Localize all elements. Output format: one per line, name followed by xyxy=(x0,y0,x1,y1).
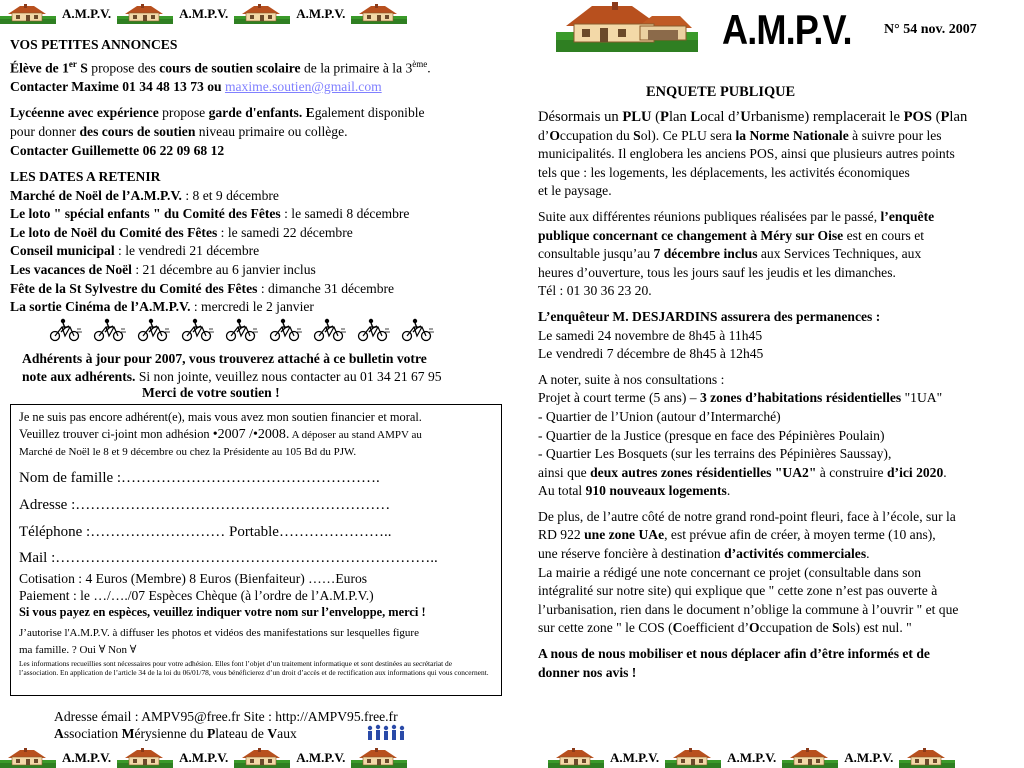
plu-text: ocal d’ xyxy=(700,109,741,125)
cyclist-icon xyxy=(398,318,438,342)
zone-text: oefficient d’ xyxy=(682,620,750,636)
project-text: . xyxy=(726,483,731,499)
date-value: : dimanche 31 décembre xyxy=(257,280,395,296)
house-logo-icon xyxy=(556,2,698,52)
plu-para-1d: tels que : les logements, les déplacements, les activités économiques xyxy=(538,164,910,180)
top-left-banner xyxy=(0,4,407,24)
call-to-action-2: donner nos avis ! xyxy=(538,664,637,680)
date-item xyxy=(10,205,500,224)
banner-label: A.M.P.V. xyxy=(610,750,660,765)
banner-label: A.M.P.V. xyxy=(727,750,777,765)
project-text: "1UA" xyxy=(901,390,943,406)
plu-text: la Norme Nationale xyxy=(735,127,849,143)
date-label: La sortie Cinéma de l’A.M.P.V. xyxy=(10,299,191,315)
zone-text: , est prévue afin de créer, à moyen terme (10 ans), xyxy=(664,527,936,543)
enquete-text: est en cours et xyxy=(843,227,924,243)
ad-text: Lycéenne avec expérience xyxy=(10,105,159,121)
footer-text: érysienne du xyxy=(134,726,207,741)
plu-para-1e: et le paysage. xyxy=(538,183,612,199)
house-icon xyxy=(899,748,955,768)
cyclist-icon xyxy=(266,318,306,342)
enquete-text: l’enquête xyxy=(880,208,935,224)
ad-guillemette-2 xyxy=(10,123,500,142)
mail-field[interactable]: Mail :………………………………………………………………….. xyxy=(19,550,438,566)
ad-guillemette-contact: Contacter Guillemette 06 22 09 68 12 xyxy=(10,142,225,158)
phone-field[interactable]: Téléphone :……………………… Portable………………….. xyxy=(19,524,392,540)
ad-text: Contacter Maxime 01 34 48 13 73 ou xyxy=(10,78,225,94)
ad-text: propose xyxy=(158,105,209,121)
photo-consent-choice[interactable]: ma famille. ? Oui ∀ Non ∀ xyxy=(19,644,137,656)
plu-text: d’ xyxy=(538,127,550,143)
date-value: : le samedi 22 décembre xyxy=(217,224,353,240)
banner-label: A.M.P.V. xyxy=(296,750,346,765)
section-title-enquete: ENQUETE PUBLIQUE xyxy=(646,84,796,100)
zone-text: une zone UAe xyxy=(584,527,665,543)
date-label: Le loto de Noël du Comité des Fêtes xyxy=(10,224,218,240)
plu-text: ( xyxy=(931,109,941,125)
form-intro-3: Marché de Noël le 8 et 9 décembre ou chez la Présidente au 105 Bd du PJW. xyxy=(19,446,357,458)
footer-text: ssociation xyxy=(63,726,122,741)
footer-text: M xyxy=(121,726,135,741)
footer-text: lateau de xyxy=(215,726,268,741)
zone-text: O xyxy=(749,620,760,636)
plu-text: U xyxy=(740,109,751,125)
project-text: ainsi que xyxy=(538,464,591,480)
date-value: : le vendredi 21 décembre xyxy=(114,243,260,259)
dates-list xyxy=(10,187,500,317)
date-label: Conseil municipal xyxy=(10,243,115,259)
cyclist-icon xyxy=(222,318,262,342)
form-text: A déposer au stand AMPV au xyxy=(289,429,422,441)
date-item xyxy=(10,261,500,280)
cyclist-decoration xyxy=(46,318,438,342)
footer-text: P xyxy=(206,726,216,741)
legal-notice: Les informations recueillies sont nécessaires pour votre adhésion. Elles font l’objet d’un traitement informatique et sont destinées au secrétariat de l’association. En application de l’article 34 de la loi du 06/01/78, vous bénéficierez d’un droit d’accès et de rectification aux informations qui vous concernent. xyxy=(19,659,489,677)
footer-text: A xyxy=(54,726,64,741)
plu-text: ol). Ce PLU sera xyxy=(640,127,736,143)
date-label: Le loto " spécial enfants " du Comité des Fêtes xyxy=(10,206,281,222)
zone-text: ols) est nul. " xyxy=(839,620,912,636)
ad-text: . xyxy=(427,60,431,76)
plu-text: O xyxy=(549,127,560,143)
ad-maxime-contact xyxy=(10,78,500,97)
plu-text: ( xyxy=(651,109,661,125)
total-logements xyxy=(538,482,1022,501)
zone-text: RD 922 xyxy=(538,527,585,543)
house-icon xyxy=(0,4,56,24)
zone-text: ccupation de xyxy=(759,620,833,636)
date-item xyxy=(10,298,500,317)
footer-text: aux xyxy=(277,726,297,741)
footer-text: V xyxy=(267,726,278,741)
ad-text: Élève de 1 xyxy=(10,60,69,76)
plu-text: P xyxy=(660,109,669,125)
date-value: : le samedi 8 décembre xyxy=(280,206,410,222)
plu-text: P xyxy=(940,109,950,125)
plu-text: lan xyxy=(949,109,968,125)
adherents-line1: Adhérents à jour pour 2007, vous trouverez attaché à ce bulletin votre xyxy=(22,351,427,366)
banner-label: A.M.P.V. xyxy=(62,6,112,21)
left-column xyxy=(10,36,500,317)
section-title-dates: LES DATES A RETENIR xyxy=(10,169,161,185)
banner-label: A.M.P.V. xyxy=(179,750,229,765)
enquete-text: aux Services Techniques, aux xyxy=(757,246,922,262)
ad-text: galement disponible xyxy=(314,105,425,121)
date-label: Les vacances de Noël xyxy=(10,262,132,278)
plu-text: POS xyxy=(903,109,932,125)
enquete-para-d: heures d’ouverture, tous les jours sauf les jeudis et les dimanches. xyxy=(538,264,896,280)
plu-para-1c: municipalités. Il englobera les anciens POS, ainsi que plusieurs autres points xyxy=(538,146,955,162)
ad-text: er xyxy=(68,58,77,69)
plu-text: Désormais un xyxy=(538,109,623,125)
issue-number: N° 54 nov. 2007 xyxy=(884,22,977,37)
zone-uae-c xyxy=(538,545,1022,564)
plu-text: rbanisme) remplacerait le xyxy=(750,109,904,125)
banner-label: A.M.P.V. xyxy=(62,750,112,765)
form-text: Veuillez trouver ci-joint mon adhésion xyxy=(19,427,213,441)
enquete-text: publique concernant ce changement à Méry sur Oise xyxy=(538,227,844,243)
house-icon xyxy=(351,4,407,24)
bottom-right-banner xyxy=(548,748,955,768)
plu-text: L xyxy=(690,109,701,125)
ad-text: cours de soutien scolaire xyxy=(159,60,301,76)
plu-para-1b xyxy=(538,127,1022,146)
permanence-2: Le vendredi 7 décembre de 8h45 à 12h45 xyxy=(538,346,764,362)
date-label: Fête de la St Sylvestre du Comité des Fêtes xyxy=(10,280,258,296)
zone-text: sur cette zone " le COS ( xyxy=(538,620,673,636)
date-item xyxy=(10,280,500,299)
project-text: Projet à court terme (5 ans) – xyxy=(538,390,700,406)
zone-uae-b xyxy=(538,526,1022,545)
footer-line2 xyxy=(54,725,398,742)
plu-text: ccupation du xyxy=(559,127,634,143)
form-intro-2 xyxy=(19,426,493,444)
adherents-line2 xyxy=(22,368,512,386)
cyclist-icon xyxy=(354,318,394,342)
zone-uae-e: intégralité sur notre site) qui explique que " cette zone n’est pas ouverte à xyxy=(538,583,938,599)
quartier-union: - Quartier de l’Union (autour d’Intermarché) xyxy=(538,408,781,424)
date-item xyxy=(10,242,500,261)
plu-text: à suivre pour les xyxy=(848,127,942,143)
cyclist-icon xyxy=(46,318,86,342)
form-text: •2007 /•2008. xyxy=(212,427,290,442)
date-value: : 21 décembre au 6 janvier inclus xyxy=(131,262,316,278)
permanence-1: Le samedi 24 novembre de 8h45 à 11h45 xyxy=(538,327,763,343)
project-text: 910 nouveaux logements xyxy=(585,483,727,499)
people-icon xyxy=(366,724,406,742)
footer-line1: Adresse émail : AMPV95@free.fr Site : http://AMPV95.free.fr xyxy=(54,709,398,724)
project-text: d’ici 2020 xyxy=(887,464,944,480)
date-item xyxy=(10,187,500,206)
zone-text: une réserve foncière à destination xyxy=(538,546,725,562)
enquete-text: Suite aux différentes réunions publiques réalisées par le passé, xyxy=(538,208,881,224)
permanences-title: L’enquêteur M. DESJARDINS assurera des permanences : xyxy=(538,308,881,324)
date-value: : mercredi le 2 janvier xyxy=(190,299,314,315)
membership-form xyxy=(10,404,502,696)
section-title-annonces: VOS PETITES ANNONCES xyxy=(10,37,178,52)
zone-uae-d: La mairie a rédigé une note concernant ce projet (consultable dans son xyxy=(538,564,922,580)
zone-text: S xyxy=(832,620,840,636)
quartier-justice: - Quartier de la Justice (presque en face des Pépinières Poulain) xyxy=(538,427,885,443)
banner-label: A.M.P.V. xyxy=(179,6,229,21)
project-text: deux autres zones résidentielles "UA2" xyxy=(590,464,817,480)
enquete-para-c xyxy=(538,245,1022,264)
enquete-text: consultable jusqu’au xyxy=(538,246,654,262)
call-to-action-1: A nous de nous mobiliser et nous déplacer afin d’être informés et de xyxy=(538,646,930,662)
enquete-text: 7 décembre inclus xyxy=(653,246,758,262)
ad-text: de la primaire à la 3 xyxy=(300,60,413,76)
ad-text: ème xyxy=(412,58,428,69)
ad-text: propose des xyxy=(87,60,160,76)
house-icon xyxy=(0,748,56,768)
project-text: à construire xyxy=(816,464,887,480)
quartier-bosquets: - Quartier Les Bosquets (sur les terrains des Pépinières Saussay), xyxy=(538,446,892,462)
photo-consent: J’autorise l'A.M.P.V. à diffuser les photos et vidéos des manifestations sur lesquelles figure xyxy=(19,627,419,639)
email-link[interactable]: maxime.soutien@gmail.com xyxy=(224,78,382,94)
date-value: : 8 et 9 décembre xyxy=(181,187,279,203)
ad-text: des cours de soutien xyxy=(79,123,196,139)
cyclist-icon xyxy=(178,318,218,342)
name-field[interactable]: Nom de famille :……………………………………………. xyxy=(19,470,380,486)
enquete-para-a xyxy=(538,208,1022,227)
address-field[interactable]: Adresse :……………………………………………………… xyxy=(19,497,391,513)
house-icon xyxy=(117,748,173,768)
zone-uae-f: l’urbanisation, rien dans le document n’oblige la commune à l’ouvrir " et que xyxy=(538,601,959,617)
right-column xyxy=(538,108,1022,682)
project-text: Au total xyxy=(538,483,586,499)
date-label: Marché de Noël de l’A.M.P.V. xyxy=(10,187,182,203)
cyclist-icon xyxy=(134,318,174,342)
plu-para-1 xyxy=(538,108,1022,127)
adherents-notice xyxy=(22,350,512,386)
bottom-left-banner xyxy=(0,748,407,768)
cash-warning: Si vous payez en espèces, veuillez indiquer votre nom sur l’enveloppe, merci ! xyxy=(19,605,426,619)
house-icon xyxy=(117,4,173,24)
cotisation-options[interactable]: Cotisation : 4 Euros (Membre) 8 Euros (Bienfaiteur) ……Euros xyxy=(19,571,368,586)
house-icon xyxy=(234,748,290,768)
house-icon xyxy=(782,748,838,768)
zone-text: d’activités commerciales xyxy=(724,546,867,562)
ad-guillemette xyxy=(10,104,500,123)
banner-label: A.M.P.V. xyxy=(296,6,346,21)
zone-text: . xyxy=(866,546,870,562)
banner-label: A.M.P.V. xyxy=(844,750,894,765)
plu-text: PLU xyxy=(622,109,652,125)
project-short-term xyxy=(538,389,1022,408)
house-icon xyxy=(234,4,290,24)
date-item xyxy=(10,224,500,243)
plu-text: lan xyxy=(668,109,691,125)
house-icon xyxy=(548,748,604,768)
plu-text: S xyxy=(633,127,641,143)
ad-text: garde d'enfants. E xyxy=(208,105,315,121)
project-text: . xyxy=(943,464,947,480)
newsletter-title: A.M.P.V. xyxy=(722,6,852,53)
zone-text: C xyxy=(672,620,683,636)
ad-text: S xyxy=(76,60,88,76)
adherents-text: Si non jointe, veuillez nous contacter au 01 34 21 67 95 xyxy=(135,369,442,384)
zones-ua2 xyxy=(538,464,1022,483)
thanks-text: Merci de votre soutien ! xyxy=(142,385,280,400)
project-text: 3 zones d’habitations résidentielles xyxy=(699,390,902,406)
contact-footer xyxy=(54,708,398,742)
ad-maxime xyxy=(10,55,500,78)
zone-uae-g xyxy=(538,619,1022,638)
form-intro-1: Je ne suis pas encore adhérent(e), mais vous avez mon soutien financier et moral. xyxy=(19,410,422,424)
adherents-text: note aux adhérents. xyxy=(22,369,136,384)
enquete-para-b xyxy=(538,227,1022,246)
house-icon xyxy=(351,748,407,768)
cyclist-icon xyxy=(90,318,130,342)
cyclist-icon xyxy=(310,318,350,342)
enquete-phone: Tél : 01 30 36 23 20. xyxy=(538,283,652,299)
house-icon xyxy=(665,748,721,768)
zone-uae-a: De plus, de l’autre côté de notre grand rond-point fleuri, face à l’école, sur la xyxy=(538,508,956,524)
consultations-intro: A noter, suite à nos consultations : xyxy=(538,371,725,387)
ad-text: pour donner xyxy=(10,123,80,139)
payment-options[interactable]: Paiement : le …/…./07 Espèces Chèque (à l’ordre de l’A.M.P.V.) xyxy=(19,588,374,603)
ad-text: niveau primaire ou collège. xyxy=(195,123,348,139)
